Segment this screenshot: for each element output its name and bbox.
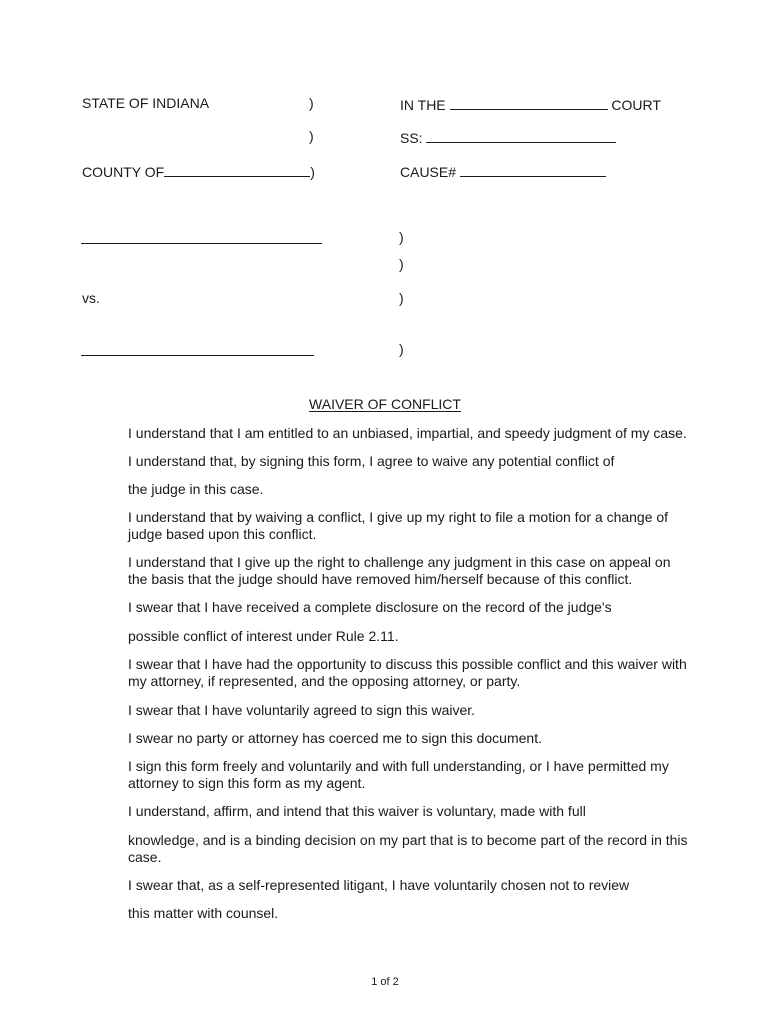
paragraph: knowledge, and is a binding decision on my part that is to become part of the record in this case. bbox=[128, 832, 688, 865]
paren: ) bbox=[399, 290, 404, 306]
paren: ) bbox=[399, 341, 404, 357]
paragraph: I understand that I am entitled to an unbiased, impartial, and speedy judgment of my case. bbox=[128, 425, 687, 441]
paren: ) bbox=[399, 229, 404, 245]
plaintiff-name-blank[interactable] bbox=[81, 243, 322, 244]
county-name-blank[interactable] bbox=[164, 162, 310, 177]
court-row bbox=[400, 95, 661, 114]
paren: ) bbox=[309, 128, 314, 144]
ss-row bbox=[400, 128, 616, 147]
title-text: WAIVER OF CONFLICT bbox=[309, 396, 461, 412]
cause-label: CAUSE# bbox=[400, 164, 457, 180]
paragraph: I swear that I have received a complete disclosure on the record of the judge's bbox=[128, 599, 612, 615]
paragraph: I swear that, as a self-represented litigant, I have voluntarily chosen not to review bbox=[128, 877, 630, 893]
page-indicator: 1 of 2 bbox=[371, 976, 399, 988]
in-the-label: IN THE bbox=[400, 97, 446, 113]
state-label: STATE OF INDIANA bbox=[82, 95, 210, 111]
paragraph: I understand that, by signing this form, I agree to waive any potential conflict of bbox=[128, 453, 615, 469]
paren: ) bbox=[309, 95, 314, 111]
paragraph: I swear that I have voluntarily agreed to sign this waiver. bbox=[128, 702, 476, 718]
defendant-name-blank[interactable] bbox=[81, 355, 314, 356]
court-label: COURT bbox=[611, 97, 661, 113]
paragraph: I understand, affirm, and intend that this waiver is voluntary, made with full bbox=[128, 803, 586, 819]
cause-number-blank[interactable] bbox=[460, 162, 606, 177]
vs-label: vs. bbox=[82, 290, 100, 306]
paragraph: I swear no party or attorney has coerced me to sign this document. bbox=[128, 730, 542, 746]
county-label: COUNTY OF bbox=[82, 164, 165, 180]
court-name-blank[interactable] bbox=[450, 95, 608, 110]
ss-label: SS: bbox=[400, 130, 423, 146]
paragraph: the judge in this case. bbox=[128, 481, 264, 497]
paragraph: I swear that I have had the opportunity to discuss this possible conflict and this waiver with my attorney, if represented, and the opposing attorney, or party. bbox=[128, 656, 687, 689]
paren: ) bbox=[399, 256, 404, 272]
cause-row bbox=[400, 162, 606, 181]
paragraph: possible conflict of interest under Rule 2.11. bbox=[128, 628, 399, 644]
paragraph: this matter with counsel. bbox=[128, 905, 279, 921]
paragraph: I sign this form freely and voluntarily and with full understanding, or I have permitted my attorney to sign this form as my agent. bbox=[128, 758, 669, 791]
document-title bbox=[0, 396, 770, 413]
paren: ) bbox=[310, 164, 315, 180]
county-row bbox=[82, 162, 315, 181]
ss-blank[interactable] bbox=[426, 128, 616, 143]
paragraph: I understand that I give up the right to challenge any judgment in this case on appeal on the basis that the judge should have removed him/herself because of this conflict. bbox=[128, 554, 671, 587]
paragraph: I understand that by waiving a conflict, I give up my right to file a motion for a change of judge based upon this conflict. bbox=[128, 509, 669, 542]
